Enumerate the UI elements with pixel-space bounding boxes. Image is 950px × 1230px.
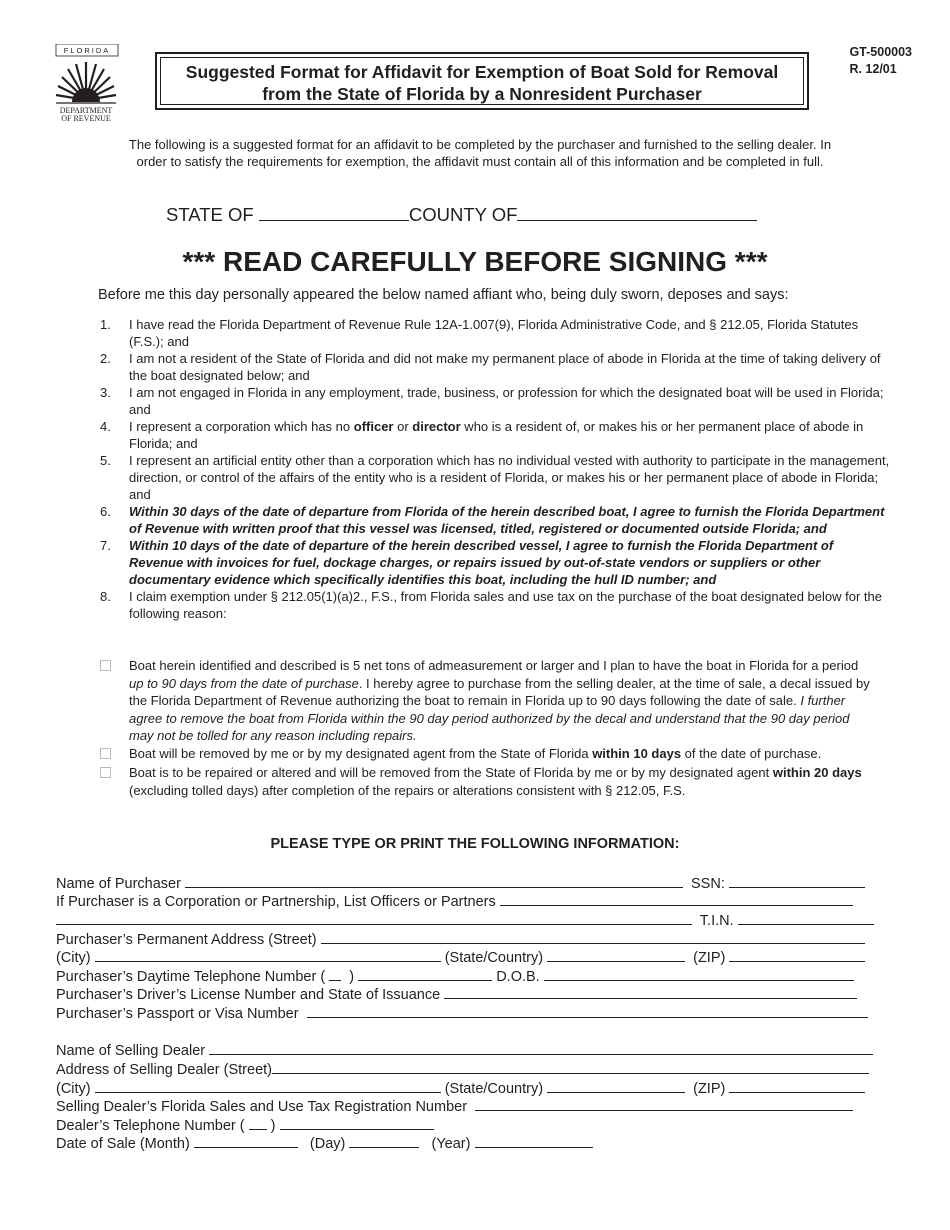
dealer-state-country-label: (State/Country) (444, 1081, 544, 1097)
daytime-phone-label: Purchaser’s Daytime Telephone Number ( (56, 969, 326, 985)
list-item: 5. I represent an artificial entity other than a corporation which has no individual vested with authority to participate in the management, direction, or control of the affairs of the entity who is a resident of Florida, or makes his or her permanent place of abode in Florida; and (100, 453, 890, 502)
dob-label: D.O.B. (496, 969, 540, 985)
title-line-1: Suggested Format for Affidavit for Exemption of Boat Sold for Removal (185, 62, 779, 82)
intro-line-1: The following is a suggested format for an affidavit to be completed by the purchaser and furnished to the selling dealer. In (128, 137, 832, 152)
dealer-name-row (56, 1041, 873, 1060)
reason-10-days-checkbox[interactable] (100, 748, 111, 759)
passport-input[interactable] (307, 1004, 868, 1018)
date-of-sale-row (56, 1134, 593, 1153)
purchaser-name-label: Name of Purchaser (56, 876, 181, 892)
title-box (155, 52, 809, 110)
daytime-phone-row: Purchaser’s Daytime Telephone Number ( ) D.O.B. (56, 967, 854, 986)
area-code-input[interactable] (329, 967, 341, 981)
county-input[interactable] (517, 207, 757, 221)
dealer-reg-row (56, 1097, 853, 1116)
dealer-zip-label: (ZIP) (693, 1081, 726, 1097)
purchaser-name-row (56, 874, 865, 893)
date-year-label: (Year) (431, 1136, 471, 1152)
license-label: Purchaser’s Driver’s License Number and State of Issuance (56, 987, 441, 1003)
dealer-address-row (56, 1060, 869, 1079)
perm-address-input[interactable] (321, 930, 865, 944)
dealer-area-code-input[interactable] (249, 1116, 267, 1130)
state-county-line (166, 204, 757, 226)
dealer-phone-input[interactable] (280, 1116, 434, 1130)
list-item: 8. I claim exemption under § 212.05(1)(a)2., F.S., from Florida sales and use tax on the purchase of the boat designated below for the following reason: (100, 589, 882, 621)
sun-emblem-icon (52, 44, 120, 124)
city-label: (City) (56, 950, 91, 966)
purchaser-city-row (56, 948, 865, 967)
reason-10-days: Boat will be removed by me or by my designated agent from the State of Florida within 10 days of the date of purchase. (100, 745, 870, 763)
county-label: COUNTY OF (408, 204, 518, 225)
state-country-input[interactable] (547, 948, 685, 962)
warning-heading: *** READ CAREFULLY BEFORE SIGNING *** (182, 246, 768, 277)
dealer-city-row (56, 1079, 865, 1098)
ssn-input[interactable] (729, 874, 865, 888)
dealer-reg-input[interactable] (475, 1097, 853, 1111)
date-month-input[interactable] (194, 1134, 298, 1148)
reason-20-days: Boat is to be repaired or altered and will be removed from the State of Florida by me or by my designated agent within 20 days (excluding tolled days) after completion of the repairs or alterations consistent with § 212.05, F.S. (100, 764, 870, 799)
reason-20-days-checkbox[interactable] (100, 767, 111, 778)
form-revision: R. 12/01 (849, 62, 897, 76)
date-day-input[interactable] (349, 1134, 419, 1148)
officers-row (56, 892, 853, 911)
perm-address-row (56, 930, 865, 949)
dealer-city-input[interactable] (95, 1079, 441, 1093)
title-line-2: from the State of Florida by a Nonresident Purchaser (262, 84, 702, 104)
dealer-phone-label: Dealer’s Telephone Number ( (56, 1118, 245, 1134)
dealer-zip-input[interactable] (729, 1079, 865, 1093)
list-item: 2. I am not a resident of the State of Florida and did not make my permanent place of abode in Florida at the time of taking delivery of the boat designated below; and (100, 351, 881, 383)
state-input[interactable] (259, 207, 409, 221)
date-day-label: (Day) (309, 1136, 346, 1152)
zip-label: (ZIP) (693, 950, 726, 966)
ssn-label: SSN: (691, 876, 725, 892)
dealer-city-label: (City) (56, 1081, 91, 1097)
list-item: 1. I have read the Florida Department of Revenue Rule 12A-1.007(9), Florida Administrative Code, and § 212.05, Florida Statutes (F.S.); and (100, 317, 859, 349)
officers-label: If Purchaser is a Corporation or Partnership, List Officers or Partners (56, 894, 496, 910)
logo-dept-line1: DEPARTMENT (59, 106, 113, 115)
list-item: 7. Within 10 days of the date of departure of the herein described vessel, I agree to furnish the Florida Department of Revenue with invoices for fuel, dockage charges, or repairs issued by out-of-state vendors or suppliers or other documentary evidence which specifically identifies this boat, including the hull ID number; and (100, 538, 834, 587)
passport-row (56, 1004, 868, 1023)
reason-90-days: Boat herein identified and described is 5 net tons of admeasurement or larger and I plan to have the boat in Florida for a period up to 90 days from the date of purchase. I hereby agree to purchase from the selling dealer, at the time of sale, a decal issued by the Florida Department of Revenue authorizing the boat to remain in Florida up to 90 days following the date of sale. I further agree to remove the boat from Florida within the 90 day period authorized by the decal and understand that the 90 day period may not be tolled for any reason including repairs. (100, 657, 870, 745)
tin-input[interactable] (738, 911, 874, 925)
dob-input[interactable] (544, 967, 854, 981)
license-row (56, 985, 857, 1004)
dealer-address-label: Address of Selling Dealer (Street) (56, 1062, 272, 1078)
reason-90-days-checkbox[interactable] (100, 660, 111, 671)
officers-input-continued[interactable] (56, 911, 692, 925)
intro-text (80, 136, 880, 170)
passport-label: Purchaser’s Passport or Visa Number (56, 1006, 299, 1022)
list-item: 4. I represent a corporation which has no officer or director who is a resident of, or makes his or her permanent place of abode in Florida; and (100, 419, 864, 451)
dealer-state-country-input[interactable] (547, 1079, 685, 1093)
date-month-label: Date of Sale (Month) (56, 1136, 190, 1152)
preamble: Before me this day personally appeared the below named affiant who, being duly sworn, deposes and says: (98, 287, 789, 303)
dealer-phone-row: Dealer’s Telephone Number ( ) (56, 1116, 434, 1135)
dealer-reg-label: Selling Dealer’s Florida Sales and Use Tax Registration Number (56, 1099, 468, 1115)
logo-dept-line2: OF REVENUE (61, 114, 111, 123)
dealer-name-input[interactable] (209, 1041, 873, 1055)
zip-input[interactable] (729, 948, 865, 962)
state-label: STATE OF (166, 204, 254, 225)
dor-logo (52, 44, 120, 124)
list-item: 3. I am not engaged in Florida in any employment, trade, business, or profession for which the designated boat will be used in Florida; and (100, 385, 884, 417)
fill-instruction: PLEASE TYPE OR PRINT THE FOLLOWING INFORMATION: (270, 836, 680, 852)
form-number: GT-500003 (849, 45, 912, 59)
affidavit-statements (100, 316, 890, 622)
dealer-address-input[interactable] (272, 1060, 869, 1074)
dealer-name-label: Name of Selling Dealer (56, 1043, 206, 1059)
state-country-label: (State/Country) (444, 950, 544, 966)
city-input[interactable] (95, 948, 441, 962)
purchaser-name-input[interactable] (185, 874, 683, 888)
tin-row (56, 911, 874, 930)
daytime-phone-input[interactable] (358, 967, 492, 981)
date-year-input[interactable] (475, 1134, 593, 1148)
exemption-reasons (100, 657, 870, 799)
license-input[interactable] (444, 985, 857, 999)
logo-top-text: FLORIDA (63, 46, 111, 55)
list-item: 6. Within 30 days of the date of departure from Florida of the herein described boat, I agree to furnish the Florida Department of Revenue with written proof that this vessel was licensed, titled, registered or documented outside Florida; and (100, 504, 885, 536)
form-number-block (849, 44, 912, 78)
officers-input[interactable] (500, 892, 853, 906)
intro-line-2: order to satisfy the requirements for exemption, the affidavit must contain all of this information and be completed in full. (136, 154, 824, 169)
perm-address-label: Purchaser’s Permanent Address (Street) (56, 932, 317, 948)
tin-label: T.I.N. (699, 913, 734, 929)
